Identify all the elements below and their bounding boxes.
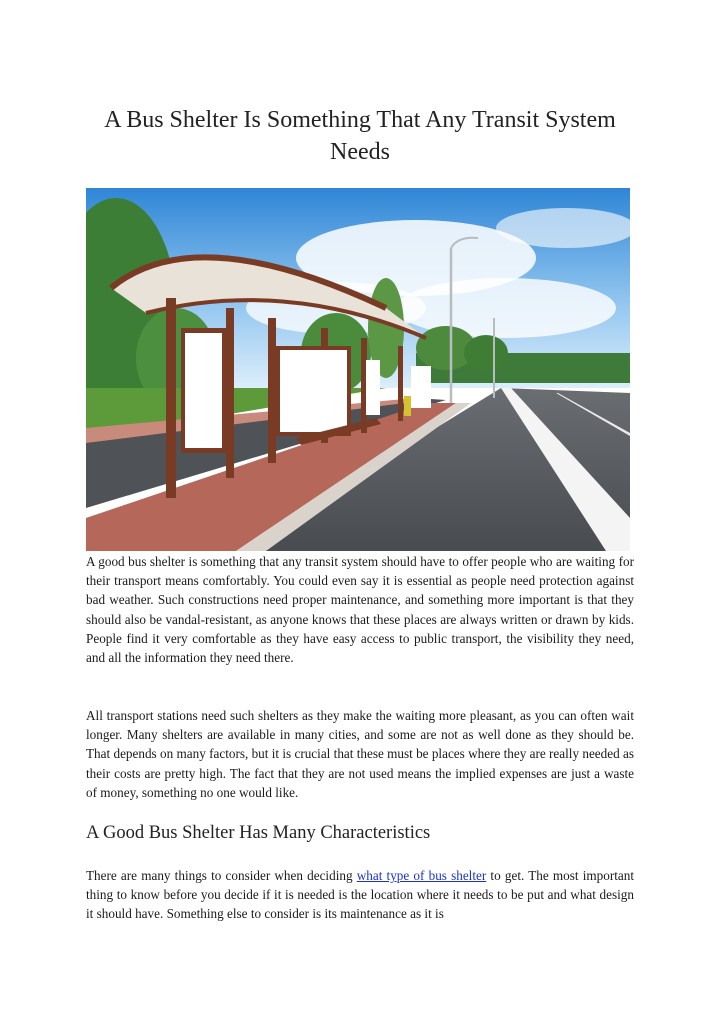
bus-shelter-photo	[86, 188, 630, 551]
paragraph-3-text-before-link: There are many things to consider when deciding	[86, 868, 357, 883]
section-heading: A Good Bus Shelter Has Many Characteristics	[86, 823, 431, 843]
document-title: A Bus Shelter Is Something That Any Transit System Needs	[104, 107, 616, 165]
paragraph-3	[86, 866, 634, 924]
paragraph-3-text-after-link: to get. The most important thing to know before you decide if it is needed is the location where it needs to be put and what design it should have. Something else to consider is its maintenance as it is	[86, 868, 634, 922]
paragraph-2: All transport stations need such shelters as they make the waiting more pleasant, as you can often wait longer. Many shelters are available in many cities, and some are not as well done as they should be. That depends on many factors, but it is crucial that these must be places where they are really needed as their costs are pretty high. The fact that they are not used means the implied expenses are just a waste of money, something no one would like.	[86, 708, 634, 800]
bus-shelter-type-link[interactable]: what type of bus shelter	[356, 868, 487, 883]
paragraph-1: A good bus shelter is something that any transit system should have to offer people who are waiting for their transport means comfortably. You could even say it is essential as people need protection against bad weather. Such constructions need proper maintenance, and something more important is that they should also be vandal-resistant, as anyone knows that these places are always written or drawn by kids. People find it very comfortable as they have easy access to public transport, the visibility they need, and all the information they need there.	[86, 554, 634, 666]
